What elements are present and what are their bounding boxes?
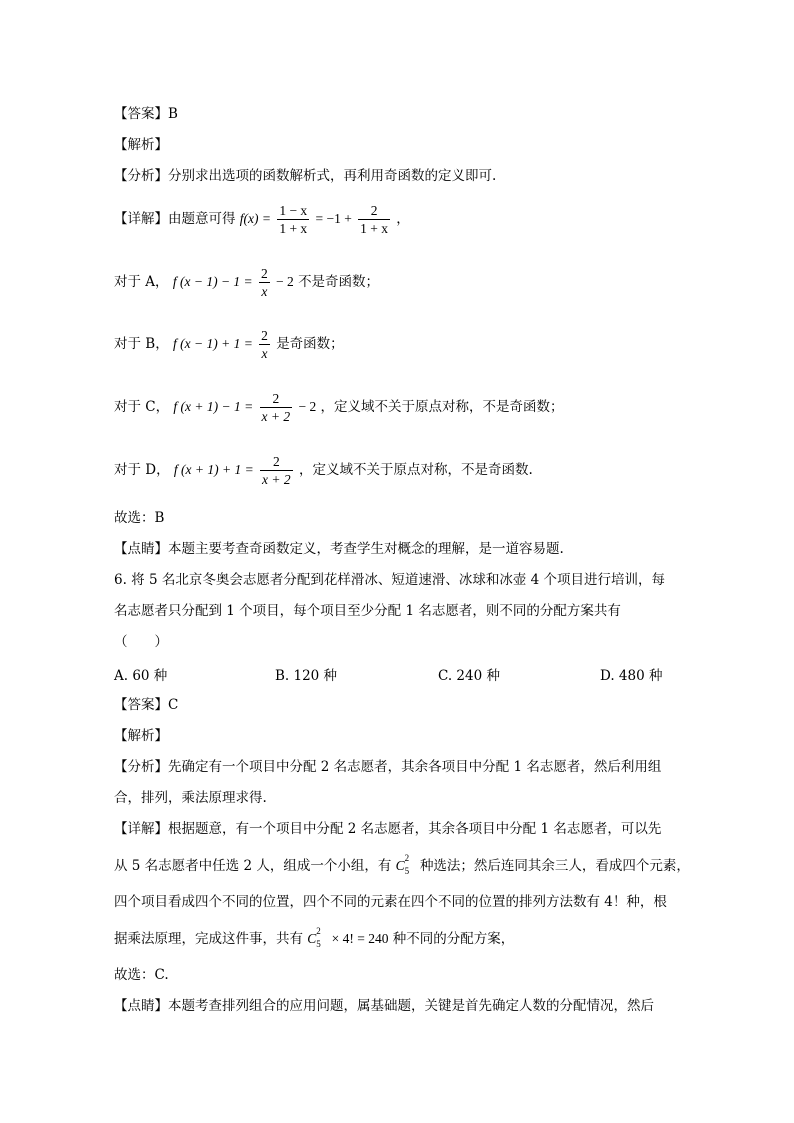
fraction-denominator: x + 2 <box>262 472 291 487</box>
fraction-denominator: 1 + x <box>279 221 308 236</box>
detail-line-1 <box>114 202 410 237</box>
option-a-analysis <box>114 265 379 300</box>
detail1-mid: = −1 + <box>315 211 352 226</box>
prefix: 对于 D， <box>114 462 170 478</box>
fraction <box>277 202 309 237</box>
detail-line-2b <box>114 853 690 876</box>
dianjing-line-1: 【点睛】本题主要考查奇函数定义，考查学生对概念的理解，是一道容易题. <box>114 541 564 557</box>
fraction-denominator: x <box>261 346 268 361</box>
detail-line-2a: 【详解】根据题意，有一个项目中分配 2 名志愿者，其余各项目中分配 1 名志愿者，可以先 <box>114 821 662 837</box>
expr: f (x + 1) + 1 = <box>173 462 254 477</box>
comb-sub: 5 <box>316 939 321 949</box>
expr: f (x + 1) − 1 = <box>173 399 254 414</box>
text: 种选法；然后连同其余三人，看成四个元素， <box>419 858 690 874</box>
choose-line-1: 故选：B <box>114 510 165 526</box>
expr: × 4! = 240 <box>331 931 389 946</box>
option-c: C. 240 种 <box>438 668 500 684</box>
comb-sup: 2 <box>404 853 410 863</box>
prefix: 对于 C， <box>114 399 170 415</box>
option-d: D. 480 种 <box>600 668 663 684</box>
detail1-prefix: 【详解】由题意可得 <box>114 211 236 227</box>
question-6-line-3: （ ） <box>114 634 168 650</box>
detail1-f: f(x) = <box>239 211 272 226</box>
text: 不是奇函数； <box>298 274 380 290</box>
choose-line-2: 故选：C. <box>114 967 169 983</box>
question-6-line-1: 6. 将 5 名北京冬奥会志愿者分配到花样滑冰、短道速滑、冰球和冰壶 4 个项目进行培训，每 <box>114 572 666 588</box>
question-6-line-2: 名志愿者只分配到 1 个项目，每个项目至少分配 1 名志愿者，则不同的分配方案共有 <box>114 603 621 619</box>
tail: − 2 <box>276 274 294 289</box>
analysis-heading-1: 【解析】 <box>114 137 168 153</box>
fenxi-line-2b: 合，排列，乘法原理求得. <box>114 790 267 806</box>
tail: − 2 <box>298 399 317 414</box>
detail-line-2d <box>114 926 515 949</box>
fraction <box>259 327 270 362</box>
fraction-denominator: x + 2 <box>261 409 291 424</box>
fraction <box>260 453 293 488</box>
fraction-numerator: 1 − x <box>279 203 308 218</box>
fraction-denominator: 1 + x <box>360 221 388 236</box>
answer-line-2: 【答案】C <box>114 697 179 713</box>
combination <box>307 926 327 949</box>
detail-line-2c: 四个项目看成四个不同的位置，四个不同的元素在四个不同的位置的排列方法数有 4！种，根 <box>114 894 667 910</box>
fraction <box>259 265 270 300</box>
comb-sup: 2 <box>316 926 321 936</box>
option-a: A. 60 种 <box>114 668 168 684</box>
fraction-denominator: x <box>261 284 268 299</box>
fenxi-line-1: 【分析】分别求出选项的函数解析式，再利用奇函数的定义即可. <box>114 168 497 184</box>
text: 种不同的分配方案， <box>392 931 515 947</box>
prefix: 对于 B， <box>114 336 169 352</box>
prefix: 对于 A， <box>114 274 169 290</box>
text: 据乘法原理，完成这件事，共有 <box>114 931 303 947</box>
option-c-analysis <box>114 390 564 425</box>
expr: f (x − 1) − 1 = <box>172 274 253 289</box>
dianjing-line-2: 【点睛】本题考查排列组合的应用问题，属基础题，关键是首先确定人数的分配情况，然后 <box>114 998 654 1014</box>
fraction-numerator: 2 <box>358 202 390 220</box>
fenxi-line-2a: 【分析】先确定有一个项目中分配 2 名志愿者，其余各项目中分配 1 名志愿者，然后利用组 <box>114 759 662 775</box>
fraction <box>260 390 293 425</box>
text: ，定义域不关于原点对称，不是奇函数； <box>320 399 564 415</box>
option-d-analysis <box>114 453 533 488</box>
text: 是奇函数； <box>276 336 344 352</box>
option-b-analysis <box>114 327 344 362</box>
fraction <box>358 202 390 237</box>
fraction-numerator: 2 <box>260 266 268 281</box>
combination <box>395 853 416 876</box>
comb-c: C <box>307 931 317 946</box>
text: ，定义域不关于原点对称，不是奇函数. <box>298 462 533 478</box>
text: 从 5 名志愿者中任选 2 人，组成一个小组，有 <box>114 858 392 874</box>
fraction-numerator: 2 <box>260 453 293 471</box>
fraction-numerator: 2 <box>260 390 293 408</box>
expr: f (x − 1) + 1 = <box>173 336 253 351</box>
answer-line-1: 【答案】B <box>114 106 178 122</box>
comb-sub: 5 <box>404 866 410 876</box>
option-b: B. 120 种 <box>275 668 338 684</box>
analysis-heading-2: 【解析】 <box>114 728 168 744</box>
fraction-numerator: 2 <box>261 328 268 343</box>
detail1-end: ， <box>396 211 410 227</box>
comb-c: C <box>395 858 405 873</box>
